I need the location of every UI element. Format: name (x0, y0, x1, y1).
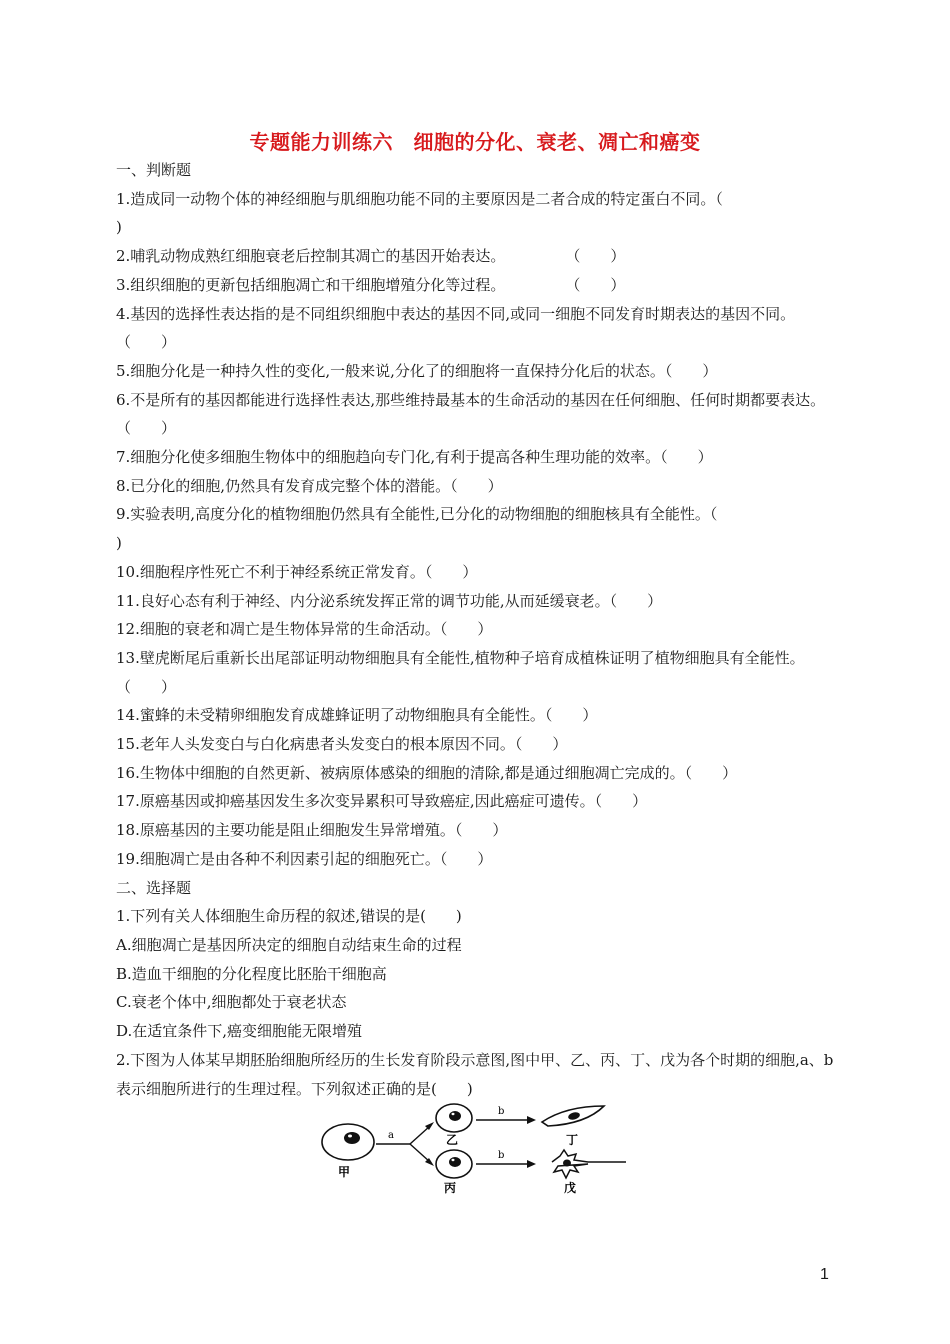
answer-option: D.在适宜条件下,癌变细胞能无限增殖 (116, 1022, 363, 1041)
cell-ding (542, 1106, 604, 1126)
section-heading: 一、判断题 (116, 161, 192, 179)
answer-option: A.细胞凋亡是基因所决定的细胞自动结束生命的过程 (116, 935, 462, 954)
label-ding: 丁 (566, 1133, 579, 1147)
question-stem: 1.下列有关人体细胞生命历程的叙述,错误的是( ) (116, 907, 462, 926)
question-item: ) (116, 534, 122, 553)
document-body (116, 156, 834, 1103)
page-number: 1 (820, 1266, 829, 1283)
arrow-a-upper (410, 1126, 430, 1144)
question-item: 7.细胞分化使多细胞生物体中的细胞趋向专门化,有利于提高各种生理功能的效率。（ ） (116, 448, 713, 467)
question-stem: 2.下图为人体某早期胚胎细胞所经历的生长发育阶段示意图,图中甲、乙、丙、丁、戊为各个时期的细胞,a、b表示细胞所进行的生理过程。下列叙述正确的是( ) (116, 1050, 834, 1098)
answer-option: C.衰老个体中,细胞都处于衰老状态 (116, 993, 347, 1012)
answer-option: B.造血干细胞的分化程度比胚胎干细胞高 (116, 964, 387, 983)
question-item: 2.哺乳动物成熟红细胞衰老后控制其凋亡的基因开始表达。 （ ） (116, 247, 626, 266)
question-item: 12.细胞的衰老和凋亡是生物体异常的生命活动。（ ） (116, 620, 493, 639)
label-b-lower: b (498, 1150, 505, 1161)
question-item: ) (116, 218, 122, 237)
question-item: 4.基因的选择性表达指的是不同组织细胞中表达的基因不同,或同一细胞不同发育时期表达的基因不同。（ ） (116, 304, 796, 352)
cell-yi (436, 1104, 472, 1132)
cell-bing (436, 1150, 472, 1178)
label-bing: 丙 (444, 1181, 457, 1195)
question-item: 3.组织细胞的更新包括细胞凋亡和干细胞增殖分化等过程。 （ ） (116, 275, 626, 294)
arrow-a-lower (410, 1144, 430, 1162)
question-item: 5.细胞分化是一种持久性的变化,一般来说,分化了的细胞将一直保持分化后的状态。（ ） (116, 361, 718, 380)
cell-jia (322, 1124, 374, 1160)
question-item: 8.已分化的细胞,仍然具有发育成完整个体的潜能。（ ） (116, 476, 503, 495)
question-item: 1.造成同一动物个体的神经细胞与肌细胞功能不同的主要原因是二者合成的特定蛋白不同。（ (116, 189, 723, 208)
question-item: 10.细胞程序性死亡不利于神经系统正常发育。（ ） (116, 562, 478, 581)
question-item: 18.原癌基因的主要功能是阻止细胞发生异常增殖。（ ） (116, 821, 508, 840)
label-a: a (388, 1130, 394, 1141)
cell-development-diagram (316, 1100, 636, 1200)
cell-wu (552, 1150, 626, 1178)
question-item: 17.原癌基因或抑癌基因发生多次变异累积可导致癌症,因此癌症可遗传。（ ） (116, 792, 648, 811)
question-item: 13.壁虎断尾后重新长出尾部证明动物细胞具有全能性,植物种子培育成植株证明了植物细胞具有全能性。（ ） (116, 648, 805, 696)
question-item: 6.不是所有的基因都能进行选择性表达,那些维持最基本的生命活动的基因在任何细胞、任何时期都要表达。（ ） (116, 390, 826, 438)
question-item: 15.老年人头发变白与白化病患者头发变白的根本原因不同。（ ） (116, 735, 568, 754)
question-item: 9.实验表明,高度分化的植物细胞仍然具有全能性,已分化的动物细胞的细胞核具有全能性。（ (116, 505, 718, 524)
page-title: 专题能力训练六 细胞的分化、衰老、凋亡和癌变 (249, 130, 701, 154)
question-item: 19.细胞凋亡是由各种不利因素引起的细胞死亡。（ ） (116, 849, 493, 868)
question-item: 16.生物体中细胞的自然更新、被病原体感染的细胞的清除,都是通过细胞凋亡完成的。（ ） (116, 763, 738, 782)
label-wu: 戊 (564, 1181, 577, 1195)
question-item: 14.蜜蜂的未受精卵细胞发育成雄蜂证明了动物细胞具有全能性。（ ） (116, 706, 598, 725)
question-item: 11.良好心态有利于神经、内分泌系统发挥正常的调节功能,从而延缓衰老。（ ） (116, 591, 663, 610)
section-heading: 二、选择题 (116, 878, 192, 897)
label-jia: 甲 (338, 1165, 351, 1179)
label-b-upper: b (498, 1106, 505, 1117)
label-yi: 乙 (446, 1133, 459, 1147)
